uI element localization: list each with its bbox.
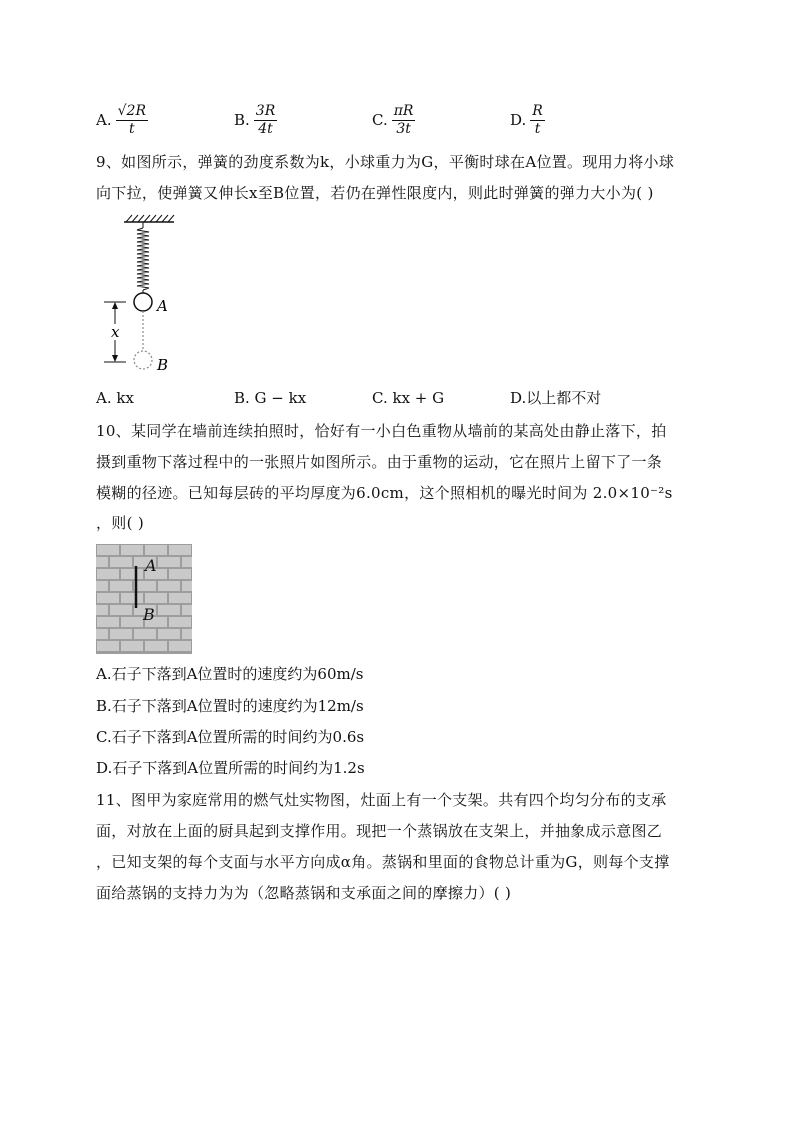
- fraction: $\frac{R}{t}$: [532, 102, 543, 137]
- photo-label-b: B: [143, 605, 155, 624]
- q9-option-a[interactable]: A. kx: [96, 389, 134, 407]
- q8-option-b[interactable]: [234, 98, 277, 142]
- label-x: x: [111, 323, 120, 341]
- q8-option-c[interactable]: [372, 98, 415, 142]
- brick-wall-photo: [96, 544, 192, 654]
- q10-option-c[interactable]: C.石子下落到A位置所需的时间约为0.6s: [96, 728, 365, 746]
- q11-text-line-3: ，已知支架的每个支面与水平方向成α角。蒸锅和里面的食物总计重为G，则每个支撑: [96, 853, 670, 871]
- ceiling-hatch: [126, 215, 174, 222]
- ball-b: [134, 351, 152, 369]
- q11-text-line-2: 面，对放在上面的厨具起到支撑作用。现把一个蒸锅放在支架上，并抽象成示意图乙: [96, 822, 663, 840]
- q8-option-d[interactable]: [510, 98, 545, 142]
- spring-figure: [96, 212, 186, 377]
- q10-text-line-1: 10、某同学在墙前连续拍照时，恰好有一小白色重物从墙前的某高处由静止落下，拍: [96, 422, 667, 440]
- option-label: A.: [96, 111, 112, 129]
- option-label: B.: [234, 111, 250, 129]
- fraction: $\frac{\pi R}{3t}$: [393, 102, 414, 137]
- label-b: B: [157, 356, 169, 374]
- q11-text-line-4: 面给蒸锅的支持力为为（忽略蒸锅和支承面之间的摩擦力）( ): [96, 884, 512, 902]
- q9-option-b[interactable]: B. G − kx: [234, 389, 307, 407]
- q10-text-line-2: 摄到重物下落过程中的一张照片如图所示。由于重物的运动，它在照片上留下了一条: [96, 453, 663, 471]
- q9-option-c[interactable]: C. kx + G: [372, 389, 445, 407]
- arrow-down-icon: [112, 355, 118, 362]
- q10-option-a[interactable]: A.石子下落到A位置时的速度约为60m/s: [96, 665, 364, 683]
- ball-a: [134, 293, 152, 311]
- arrow-up-icon: [112, 302, 118, 309]
- q11-text-line-1: 11、图甲为家庭常用的燃气灶实物图，灶面上有一个支架。共有四个均匀分布的支承: [96, 791, 667, 809]
- fraction: $\frac{3R}{4t}$: [255, 102, 276, 137]
- q9-text-line-2: 向下拉，使弹簧又伸长x至B位置，若仍在弹性限度内，则此时弹簧的弹力大小为( ): [96, 184, 654, 202]
- label-a: A: [157, 297, 168, 315]
- spring-coil: [137, 228, 149, 290]
- q10-text-line-4: ，则( ): [96, 514, 144, 532]
- q8-option-a[interactable]: [96, 98, 148, 142]
- q10-option-d[interactable]: D.石子下落到A位置所需的时间约为1.2s: [96, 759, 365, 777]
- q9-option-d[interactable]: D.以上都不对: [510, 389, 602, 407]
- fraction: $\frac{√2R}{t}$: [117, 102, 146, 137]
- photo-label-a: A: [145, 556, 157, 575]
- option-label: D.: [510, 111, 527, 129]
- q8-options: [96, 98, 696, 142]
- q10-option-b[interactable]: B.石子下落到A位置时的速度约为12m/s: [96, 697, 364, 715]
- option-label: C.: [372, 111, 388, 129]
- q10-text-line-3: 模糊的径迹。已知每层砖的平均厚度为6.0cm，这个照相机的曝光时间为 2.0×10⁻²s: [96, 484, 673, 502]
- q9-text-line-1: 9、如图所示，弹簧的劲度系数为k，小球重力为G，平衡时球在A位置。现用力将小球: [96, 153, 675, 171]
